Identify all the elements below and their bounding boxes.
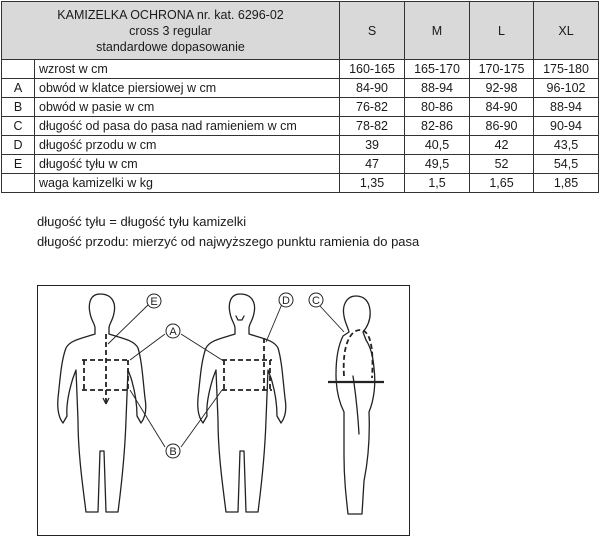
value-s: 47 <box>340 155 405 174</box>
marker-c: C <box>312 295 320 307</box>
leader-b-right <box>181 390 222 447</box>
value-xl: 175-180 <box>534 60 599 79</box>
row-label: długość przodu w cm <box>35 136 340 155</box>
row-label: wzrost w cm <box>35 60 340 79</box>
value-xl: 90-94 <box>534 117 599 136</box>
table-row <box>2 98 599 117</box>
size-table <box>1 1 599 193</box>
row-code: B <box>2 98 35 117</box>
marker-a: A <box>169 326 177 338</box>
row-code: E <box>2 155 35 174</box>
row-code <box>2 174 35 193</box>
front-figure-left <box>58 294 146 512</box>
value-l: 86-90 <box>470 117 534 136</box>
product-header <box>2 2 340 60</box>
table-row <box>2 117 599 136</box>
note-front-length: długość przodu: mierzyć od najwyższego punktu ramienia do pasa <box>37 234 420 249</box>
value-s: 76-82 <box>340 98 405 117</box>
row-code: C <box>2 117 35 136</box>
value-m: 88-94 <box>405 79 470 98</box>
leader-c <box>320 306 344 332</box>
value-m: 80-86 <box>405 98 470 117</box>
value-xl: 96-102 <box>534 79 599 98</box>
leader-a-left <box>130 334 165 360</box>
value-m: 40,5 <box>405 136 470 155</box>
body-figures-illustration <box>38 286 408 534</box>
row-label: długość tyłu w cm <box>35 155 340 174</box>
shoulder-loop-c <box>344 330 373 378</box>
value-xl: 1,85 <box>534 174 599 193</box>
product-title: KAMIZELKA OCHRONA nr. kat. 6296-02 <box>57 7 284 22</box>
value-s: 39 <box>340 136 405 155</box>
measurement-figure <box>37 285 410 536</box>
row-label: długość od pasa do pasa nad ramieniem w cm <box>35 117 340 136</box>
value-m: 1,5 <box>405 174 470 193</box>
table-row <box>2 155 599 174</box>
marker-e: E <box>150 296 158 308</box>
value-l: 170-175 <box>470 60 534 79</box>
note-back-length: długość tyłu = długość tyłu kamizelki <box>37 214 247 229</box>
value-s: 84-90 <box>340 79 405 98</box>
value-m: 82-86 <box>405 117 470 136</box>
leader-d <box>266 304 282 342</box>
value-l: 1,65 <box>470 174 534 193</box>
size-header-s: S <box>340 2 405 60</box>
value-l: 52 <box>470 155 534 174</box>
size-header-m: M <box>405 2 470 60</box>
header-row <box>2 2 599 60</box>
value-m: 49,5 <box>405 155 470 174</box>
row-label: waga kamizelki w kg <box>35 174 340 193</box>
value-l: 42 <box>470 136 534 155</box>
measurement-notes <box>37 212 419 252</box>
row-code: D <box>2 136 35 155</box>
leader-b-left <box>130 390 165 447</box>
value-l: 84-90 <box>470 98 534 117</box>
size-header-xl: XL <box>534 2 599 60</box>
side-figure <box>336 296 375 514</box>
value-xl: 43,5 <box>534 136 599 155</box>
table-row <box>2 60 599 79</box>
marker-b: B <box>169 446 177 458</box>
product-fit: standardowe dopasowanie <box>96 39 245 54</box>
value-s: 78-82 <box>340 117 405 136</box>
value-l: 92-98 <box>470 79 534 98</box>
value-xl: 88-94 <box>534 98 599 117</box>
row-code: A <box>2 79 35 98</box>
row-label: obwód w klatce piersiowej w cm <box>35 79 340 98</box>
table-row <box>2 79 599 98</box>
size-header-l: L <box>470 2 534 60</box>
table-row <box>2 174 599 193</box>
product-model: cross 3 regular <box>129 23 212 38</box>
value-s: 160-165 <box>340 60 405 79</box>
table-row <box>2 136 599 155</box>
row-label: obwód w pasie w cm <box>35 98 340 117</box>
leader-a-right <box>181 334 222 360</box>
value-xl: 54,5 <box>534 155 599 174</box>
value-m: 165-170 <box>405 60 470 79</box>
row-code <box>2 60 35 79</box>
marker-d: D <box>282 295 290 307</box>
value-s: 1,35 <box>340 174 405 193</box>
